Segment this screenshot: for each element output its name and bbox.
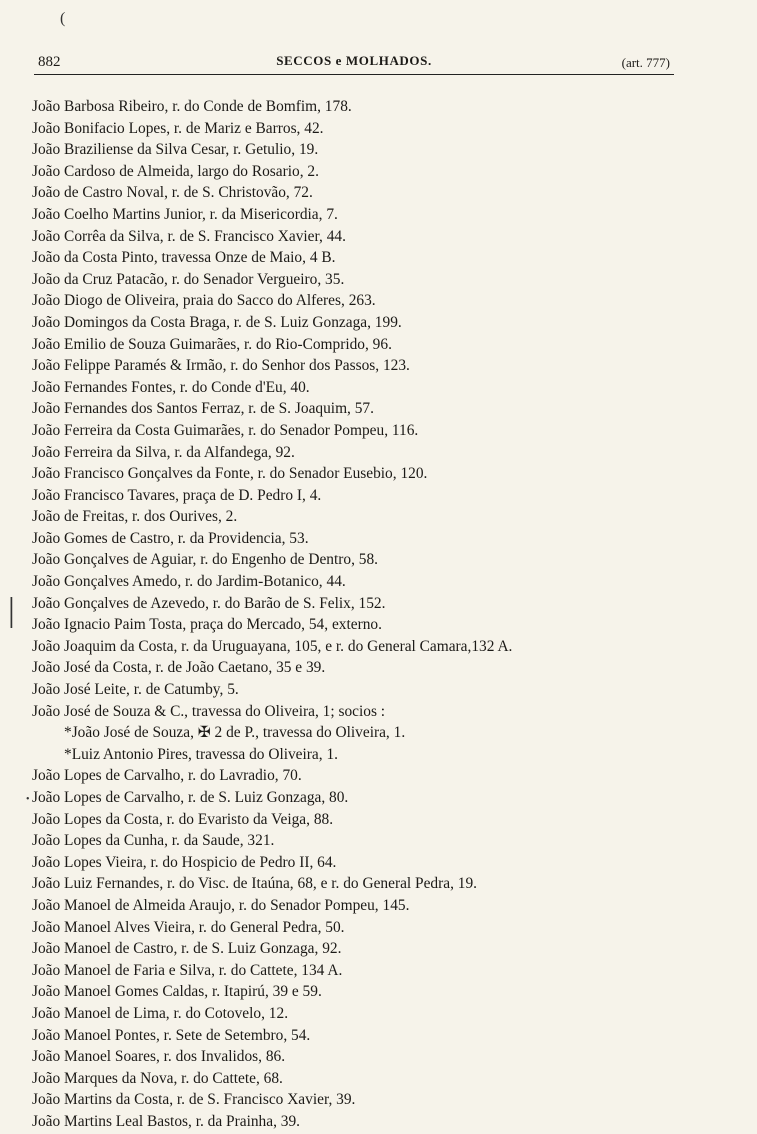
list-item: João Diogo de Oliveira, praia do Sacco do Alferes, 263. xyxy=(32,292,376,310)
list-item: João Manoel Pontes, r. Sete de Setembro, 54. xyxy=(32,1026,311,1044)
list-item: João Felippe Paramés & Irmão, r. do Senhor dos Passos, 123. xyxy=(32,357,410,375)
list-item: João Manoel Gomes Caldas, r. Itapirú, 39 e 59. xyxy=(32,983,322,1001)
list-item: João Lopes de Carvalho, r. de S. Luiz Gonzaga, 80. xyxy=(32,789,349,806)
list-item: João Braziliense da Silva Cesar, r. Getulio, 19. xyxy=(32,141,319,159)
list-item: João Francisco Gonçalves da Fonte, r. do Senador Eusebio, 120. xyxy=(32,465,428,483)
list-item: João Bonifacio Lopes, r. de Mariz e Barros, 42. xyxy=(32,119,324,137)
list-item: João Gonçalves de Azevedo, r. do Barão de S. Felix, 152. xyxy=(32,594,386,612)
margin-bracket-mark: | xyxy=(8,592,15,629)
list-item: João Fernandes Fontes, r. do Conde d'Eu, 40. xyxy=(32,378,310,396)
list-item: João de Freitas, r. dos Ourives, 2. xyxy=(32,508,238,526)
list-item: João Gomes de Castro, r. da Providencia, 53. xyxy=(32,529,309,547)
list-item: João Manoel de Faria e Silva, r. do Cattete, 134 A. xyxy=(32,961,343,979)
list-item: João Ferreira da Costa Guimarães, r. do Senador Pompeu, 116. xyxy=(32,421,419,439)
list-item: João da Cruz Patacão, r. do Senador Vergueiro, 35. xyxy=(32,270,345,288)
list-item: João Barbosa Ribeiro, r. do Conde de Bomfim, 178. xyxy=(32,98,352,115)
list-item: João Lopes da Cunha, r. da Saude, 321. xyxy=(32,832,275,850)
list-item: João Ignacio Paim Tosta, praça do Mercado, 54, externo. xyxy=(32,616,382,634)
list-item: João Manoel de Castro, r. de S. Luiz Gonzaga, 92. xyxy=(32,940,342,958)
list-item: João Luiz Fernandes, r. do Visc. de Itaúna, 68, e r. do General Pedra, 19. xyxy=(32,875,477,893)
list-item: João Fernandes dos Santos Ferraz, r. de S. Joaquim, 57. xyxy=(32,400,374,418)
list-item: João Lopes Vieira, r. do Hospicio de Pedro II, 64. xyxy=(32,853,337,871)
list-item: João da Costa Pinto, travessa Onze de Maio, 4 B. xyxy=(32,249,336,267)
list-item: João Marques da Nova, r. do Cattete, 68. xyxy=(32,1069,283,1087)
partner-list-item: *Luiz Antonio Pires, travessa do Oliveira, 1. xyxy=(64,745,338,763)
margin-bullet-mark: • xyxy=(26,794,30,805)
page-number: 882 xyxy=(38,54,61,70)
list-item: João Manoel de Almeida Araujo, r. do Senador Pompeu, 145. xyxy=(32,896,410,914)
list-item: João Gonçalves Amedo, r. do Jardim-Botanico, 44. xyxy=(32,573,346,591)
list-item: João Martins da Costa, r. de S. Francisco Xavier, 39. xyxy=(32,1091,356,1109)
list-item: João Manoel de Lima, r. do Cotovelo, 12. xyxy=(32,1004,289,1022)
list-item: João Domingos da Costa Braga, r. de S. Luiz Gonzaga, 199. xyxy=(32,313,402,331)
header-rule xyxy=(34,74,674,75)
entry-list xyxy=(32,96,732,1133)
running-title: SECCOS e MOLHADOS. xyxy=(276,53,432,68)
list-item: João Coelho Martins Junior, r. da Misericordia, 7. xyxy=(32,205,338,223)
list-item: João Emilio de Souza Guimarães, r. do Rio-Comprido, 96. xyxy=(32,335,392,353)
list-item: João Lopes da Costa, r. do Evaristo da Veiga, 88. xyxy=(32,810,334,828)
list-item: João de Castro Noval, r. de S. Christovão, 72. xyxy=(32,184,313,202)
list-item: João José de Souza & C., travessa do Oliveira, 1; socios : xyxy=(32,702,386,720)
list-item: João Manoel Soares, r. dos Invalidos, 86. xyxy=(32,1048,286,1066)
page-header xyxy=(34,52,674,74)
list-item: João Joaquim da Costa, r. da Uruguayana, 105, e r. do General Camara,132 A. xyxy=(32,637,513,655)
list-item: João Gonçalves de Aguiar, r. do Engenho de Dentro, 58. xyxy=(32,551,379,569)
list-item: João Corrêa da Silva, r. de S. Francisco Xavier, 44. xyxy=(32,227,346,245)
margin-paren-mark: ( xyxy=(60,10,66,27)
list-item: João Ferreira da Silva, r. da Alfandega, 92. xyxy=(32,443,295,461)
list-item: João Francisco Tavares, praça de D. Pedro I, 4. xyxy=(32,486,322,504)
article-reference: (art. 777) xyxy=(621,55,670,70)
list-item: João Martins Leal Bastos, r. da Prainha, 39. xyxy=(32,1112,301,1130)
partner-list-item: *João José de Souza, ✠ 2 de P., travessa do Oliveira, 1. xyxy=(64,724,406,742)
list-item: João Cardoso de Almeida, largo do Rosario, 2. xyxy=(32,162,319,180)
list-item: João Lopes de Carvalho, r. do Lavradio, 70. xyxy=(32,767,302,785)
list-item: João José da Costa, r. de João Caetano, 35 e 39. xyxy=(32,659,326,677)
list-item: João José Leite, r. de Catumby, 5. xyxy=(32,681,239,699)
list-item: João Manoel Alves Vieira, r. do General Pedra, 50. xyxy=(32,918,345,936)
